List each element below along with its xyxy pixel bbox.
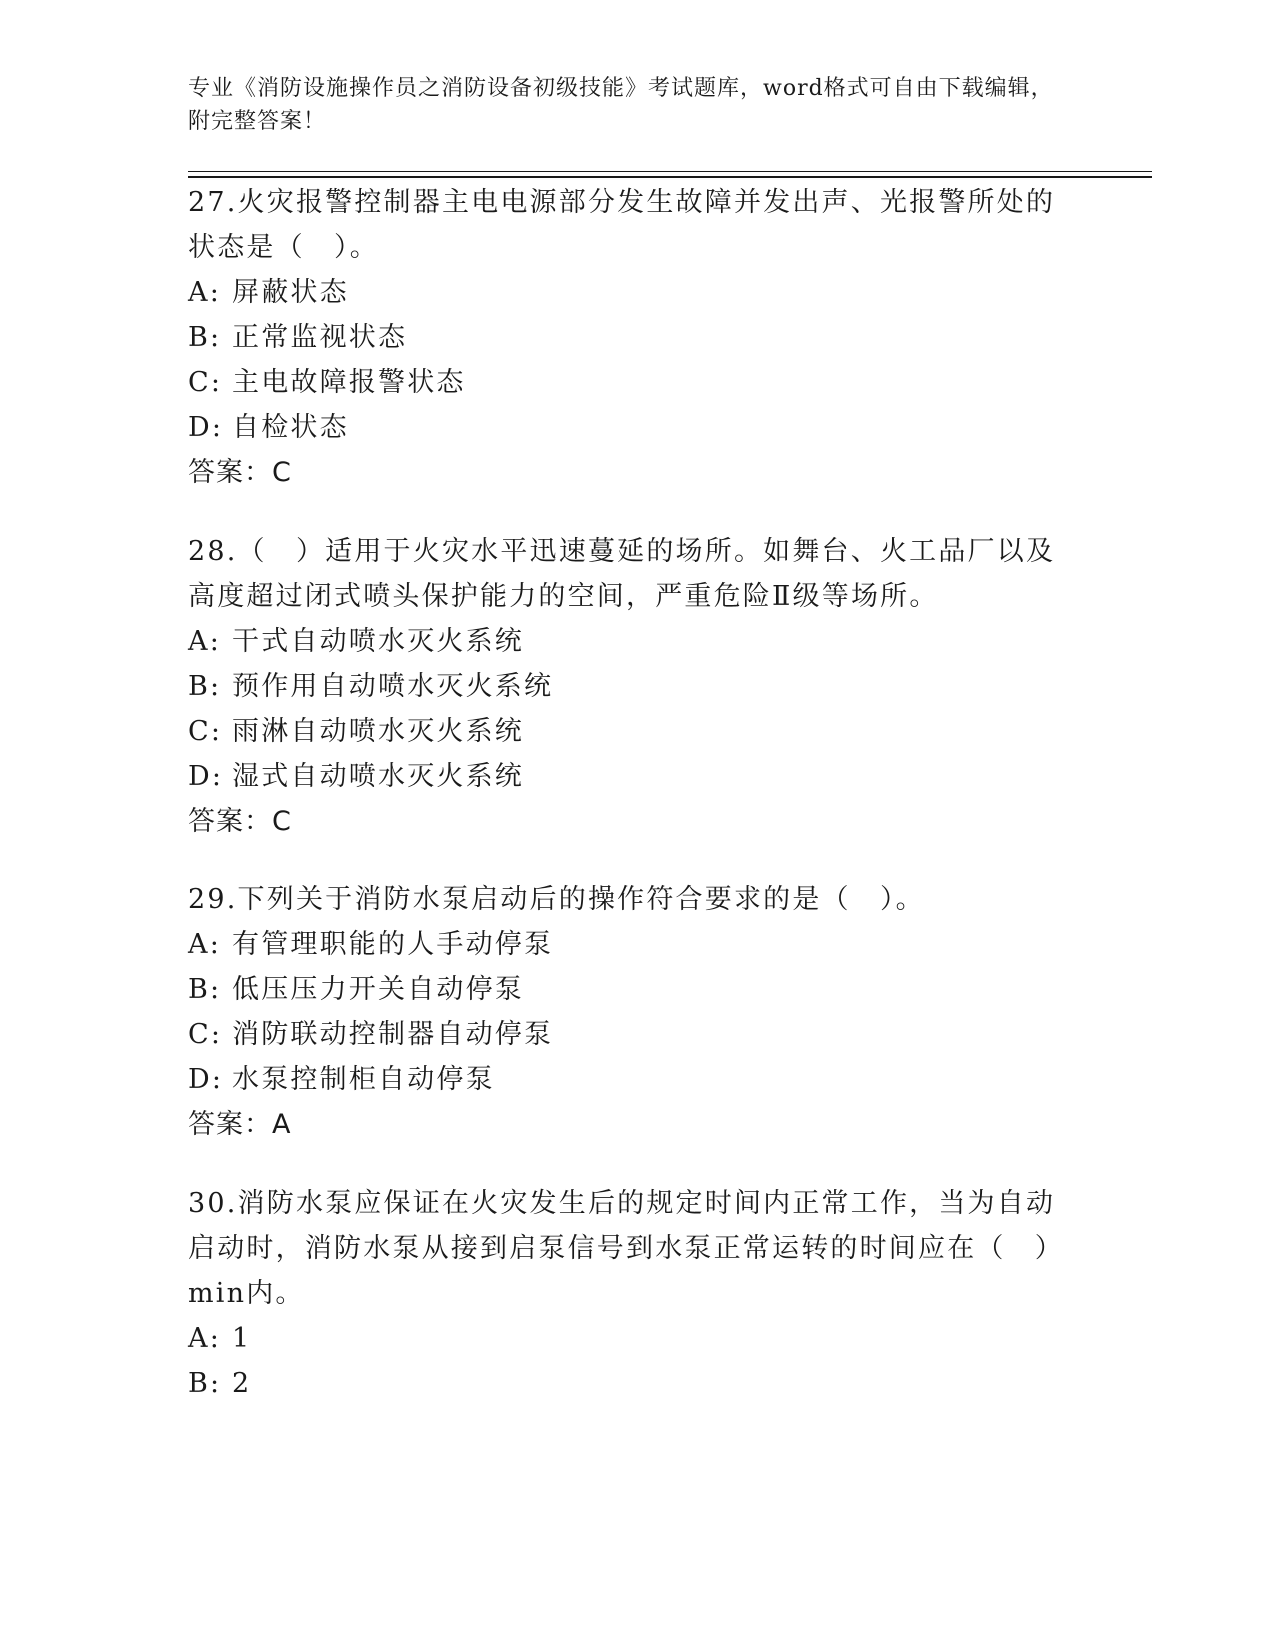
option-key: B: — [188, 974, 222, 1005]
option-d — [188, 754, 1078, 799]
question-29 — [188, 877, 1078, 1147]
option-text: 干式自动喷水灭火系统 — [232, 626, 524, 657]
answer: 答案：C — [188, 806, 292, 837]
option-key: D: — [188, 761, 224, 792]
option-key: A: — [188, 277, 221, 308]
option-text: 湿式自动喷水灭火系统 — [232, 761, 524, 792]
option-b — [188, 315, 1078, 360]
option-text: 屏蔽状态 — [232, 277, 349, 308]
option-key: D: — [188, 412, 224, 443]
option-key: C: — [188, 367, 223, 398]
document-header: 专业《消防设施操作员之消防设备初级技能》考试题库，word格式可自由下载编辑，附完整答案！ — [188, 76, 1054, 134]
header-rule-thick — [188, 176, 1152, 178]
option-text: 自检状态 — [232, 412, 349, 443]
option-a — [188, 922, 1078, 967]
option-b — [188, 1361, 1078, 1406]
option-text: 雨淋自动喷水灭火系统 — [232, 716, 524, 747]
option-key: C: — [188, 716, 223, 747]
question-text: 29.下列关于消防水泵启动后的操作符合要求的是（ ）。 — [188, 884, 925, 915]
option-text: 1 — [232, 1323, 252, 1354]
option-key: A: — [188, 929, 221, 960]
option-key: B: — [188, 322, 222, 353]
option-d — [188, 405, 1078, 450]
question-28 — [188, 529, 1078, 844]
option-b — [188, 967, 1078, 1012]
option-text: 水泵控制柜自动停泵 — [232, 1064, 495, 1095]
option-a — [188, 270, 1078, 315]
question-text: 28.（ ）适用于火灾水平迅速蔓延的场所。如舞台、火工品厂以及高度超过闭式喷头保护能力的空间，严重危险Ⅱ级等场所。 — [188, 536, 1056, 612]
option-text: 消防联动控制器自动停泵 — [232, 1019, 554, 1050]
answer: 答案：A — [188, 1109, 292, 1140]
option-c — [188, 360, 1078, 405]
question-27 — [188, 180, 1078, 495]
option-text: 有管理职能的人手动停泵 — [232, 929, 554, 960]
option-d — [188, 1057, 1078, 1102]
option-a — [188, 1316, 1078, 1361]
option-text: 正常监视状态 — [232, 322, 408, 353]
question-text: 27.火灾报警控制器主电电源部分发生故障并发出声、光报警所处的状态是（ ）。 — [188, 187, 1056, 263]
option-key: C: — [188, 1019, 223, 1050]
option-key: B: — [188, 1368, 222, 1399]
option-text: 预作用自动喷水灭火系统 — [232, 671, 554, 702]
header-rule-thin — [188, 171, 1152, 172]
option-key: A: — [188, 626, 221, 657]
option-key: B: — [188, 671, 222, 702]
answer: 答案：C — [188, 457, 292, 488]
option-text: 低压压力开关自动停泵 — [232, 974, 524, 1005]
option-key: D: — [188, 1064, 224, 1095]
question-30 — [188, 1181, 1078, 1406]
option-b — [188, 664, 1078, 709]
option-a — [188, 619, 1078, 664]
option-text: 2 — [232, 1368, 252, 1399]
question-text: 30.消防水泵应保证在火灾发生后的规定时间内正常工作，当为自动启动时，消防水泵从接到启泵信号到水泵正常运转的时间应在（ ）min内。 — [188, 1188, 1064, 1309]
option-text: 主电故障报警状态 — [232, 367, 466, 398]
option-c — [188, 709, 1078, 754]
option-key: A: — [188, 1323, 221, 1354]
option-c — [188, 1012, 1078, 1057]
